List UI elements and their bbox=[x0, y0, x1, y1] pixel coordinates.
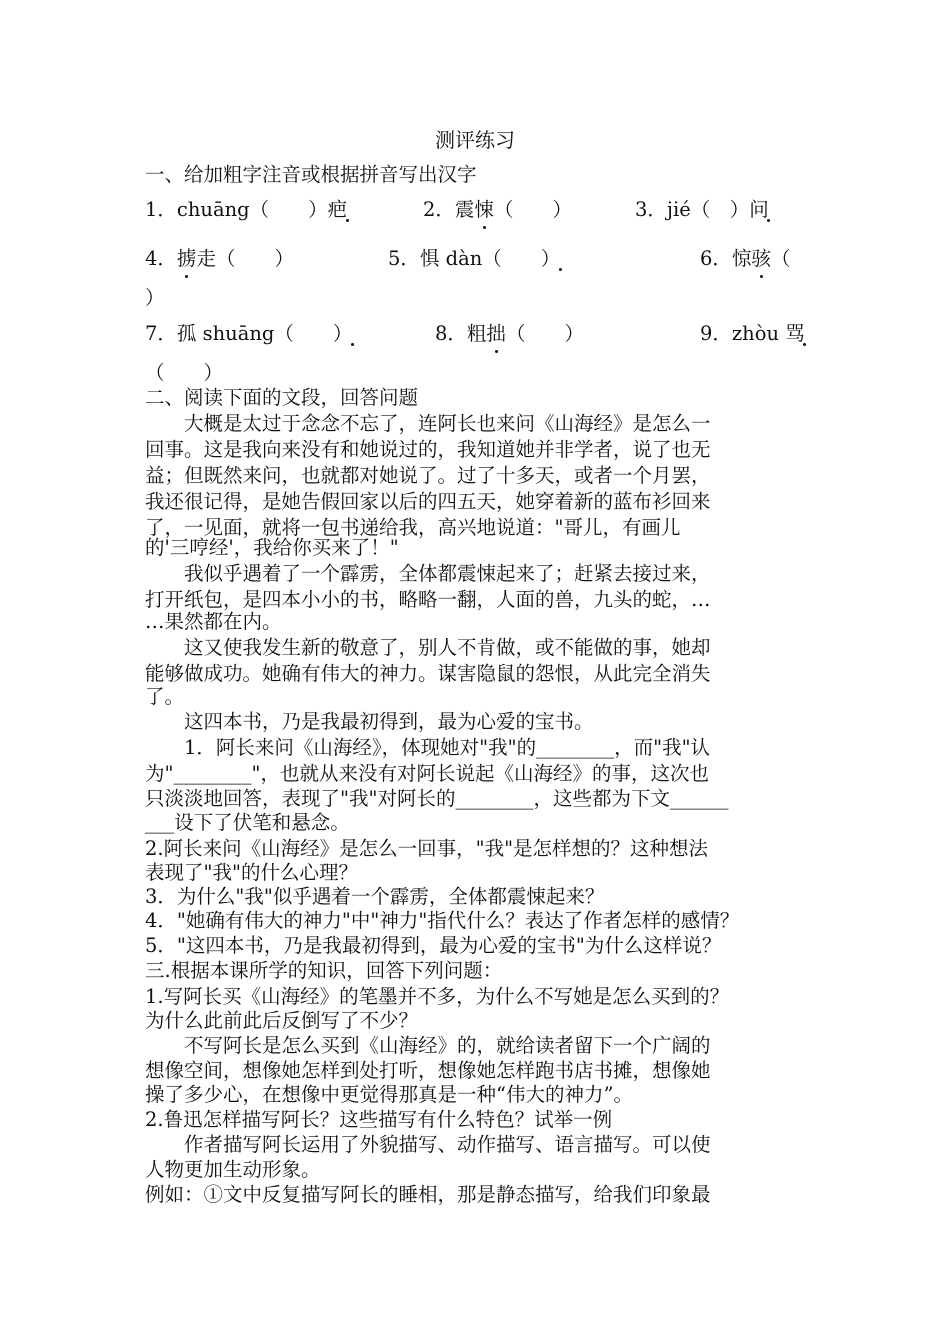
item-8: 8．粗拙（ ） bbox=[435, 322, 584, 345]
item-7: 7．孤 shuāng（ ） bbox=[145, 322, 353, 345]
passage-line: 的'三哼经'，我给你买来了！" bbox=[145, 536, 399, 559]
answer-line: 为什么此前此后反倒写了不少？ bbox=[145, 1009, 419, 1032]
answer-line: 人物更加生动形象。 bbox=[145, 1158, 321, 1181]
item-1: 1．chuāng（ ）疤 bbox=[145, 198, 348, 221]
item-2: 2．震悚（ ） bbox=[423, 198, 572, 221]
section2-heading: 二、阅读下面的文段，回答问题 bbox=[145, 386, 419, 409]
passage-line: 能够做成功。她确有伟大的神力。谋害隐鼠的怨恨，从此完全消失 bbox=[145, 662, 711, 685]
item-5: 5．惧 dàn（ ） bbox=[388, 247, 561, 270]
question-line: 5．"这四本书，乃是我最初得到，最为心爱的宝书"为什么这样说？ bbox=[145, 934, 722, 957]
passage-line: 我似乎遇着了一个霹雳，全体都震悚起来了；赶紧去接过来， bbox=[145, 562, 711, 585]
passage-line: 这又使我发生新的敬意了，别人不肯做，或不能做的事，她却 bbox=[145, 636, 711, 659]
answer-line: 例如：①文中反复描写阿长的睡相，那是静态描写，给我们印象最 bbox=[145, 1183, 711, 1206]
passage-line: 了，一见面，就将一包书递给我，高兴地说道："哥儿，有画儿 bbox=[145, 516, 681, 539]
question-line: 为"________"，也就从来没有对阿长说起《山海经》的事，这次也 bbox=[145, 762, 709, 785]
item-6: 6．惊骇（ bbox=[700, 247, 791, 270]
passage-line: 益；但既然来问，也就都对她说了。过了十多天，或者一个月罢， bbox=[145, 464, 711, 487]
question-line: ___设下了伏笔和悬念。 bbox=[145, 811, 350, 834]
question-line: 4．"她确有伟大的神力"中"神力"指代什么？表达了作者怎样的感情？ bbox=[145, 909, 740, 932]
answer-line: 作者描写阿长运用了外貌描写、动作描写、语言描写。可以使 bbox=[145, 1133, 711, 1156]
question-line: 3．为什么"我"似乎遇着一个霹雳，全体都震悚起来？ bbox=[145, 885, 605, 908]
item-9: 9．zhòu 骂 bbox=[700, 322, 805, 345]
passage-line: 这四本书，乃是我最初得到，最为心爱的宝书。 bbox=[145, 710, 594, 733]
question-line: 只淡淡地回答，表现了"我"对阿长的________，这些都为下文______ bbox=[145, 787, 729, 810]
question-line: 1．阿长来问《山海经》，体现她对"我"的________，而"我"认 bbox=[145, 736, 711, 759]
section1-heading: 一、给加粗字注音或根据拼音写出汉字 bbox=[145, 163, 477, 186]
passage-line: 了。 bbox=[145, 685, 185, 708]
item-6-wrap: ） bbox=[145, 286, 165, 309]
item-4: 4．掳走（ ） bbox=[145, 247, 294, 270]
passage-line: 大概是太过于念念不忘了，连阿长也来问《山海经》是怎么一 bbox=[145, 412, 711, 435]
answer-line: 1.写阿长买《山海经》的笔墨并不多，为什么不写她是怎么买到的？ bbox=[145, 985, 730, 1008]
item-9-wrap: （ ） bbox=[145, 361, 224, 384]
answer-line: 不写阿长是怎么买到《山海经》的，就给读者留下一个广阔的 bbox=[145, 1034, 711, 1057]
item-3: 3．jié（ ）问 bbox=[635, 198, 769, 221]
passage-line: …果然都在内。 bbox=[145, 610, 282, 633]
answer-line: 想像空间，想像她怎样到处打听，想像她怎样跑书店书摊，想像她 bbox=[145, 1059, 711, 1082]
answer-line: 操了多少心，在想像中更觉得那真是一种“伟大的神力”。 bbox=[145, 1083, 633, 1106]
section3-heading: 三.根据本课所学的知识，回答下列问题： bbox=[145, 959, 503, 982]
passage-line: 我还很记得，是她告假回家以后的四五天，她穿着新的蓝布衫回来 bbox=[145, 490, 711, 513]
passage-line: 回事。这是我向来没有和她说过的，我知道她并非学者，说了也无 bbox=[145, 438, 711, 461]
question-line: 表现了"我"的什么心理？ bbox=[145, 861, 358, 884]
page-title: 测评练习 bbox=[435, 128, 515, 152]
question-line: 2.阿长来问《山海经》是怎么一回事，"我"是怎样想的？这种想法 bbox=[145, 837, 709, 860]
answer-line: 2.鲁迅怎样描写阿长？这些描写有什么特色？试举一例 bbox=[145, 1108, 613, 1131]
passage-line: 打开纸包，是四本小小的书，略略一翻，人面的兽，九头的蛇，… bbox=[145, 588, 711, 611]
